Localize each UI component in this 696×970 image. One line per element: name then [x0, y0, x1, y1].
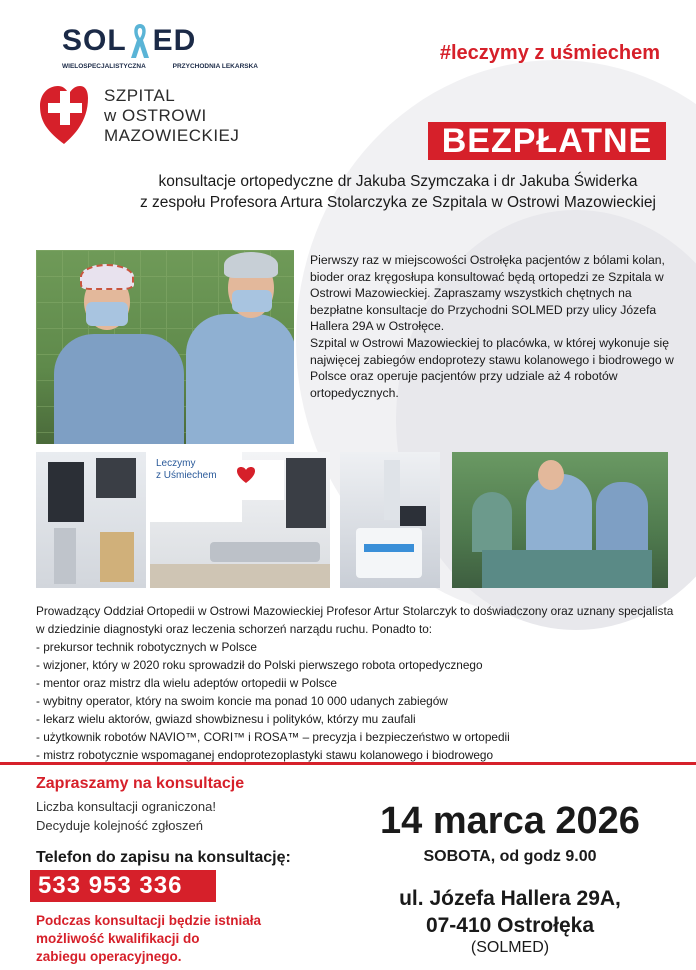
hospital-logo [38, 84, 239, 146]
solmed-logo [62, 22, 262, 70]
hospital-name-line3: MAZOWIECKIEJ [104, 126, 240, 145]
leczymy-sign [150, 452, 242, 522]
robot-monitor-1 [48, 462, 84, 522]
list-item: - użytkownik robotów NAVIO™, CORI™ i ROSA™ – precyzja i bezpieczeństwo w ortopedii [36, 730, 510, 744]
surgeon-left-mask [86, 302, 128, 326]
list-item: - wybitny operator, który na swoim koncie ma ponad 10 000 udanych zabiegów [36, 694, 448, 708]
solmed-wordmark-text-end: ED [152, 24, 197, 57]
hospital-hall-photo [150, 452, 330, 588]
free-badge: BEZPŁATNE [428, 122, 666, 160]
phone-label: Telefon do zapisu na konsultację: [36, 849, 291, 866]
address-venue: (SOLMED) [470, 939, 550, 956]
surgeons-photo [36, 250, 294, 444]
hall-floor [150, 564, 330, 588]
hospital-name-line1: SZPITAL [104, 86, 176, 105]
solmed-tagline [62, 63, 258, 70]
cta-title: Zapraszamy na konsultacje [36, 775, 245, 792]
hospital-name-line2: w OSTROWI [104, 106, 207, 125]
heart-logo-icon [236, 466, 256, 484]
subtitle-line2: z zespołu Profesora Artura Stolarczyka ze Szpitala w Ostrowi Mazowieckiej [139, 194, 656, 211]
assisting-surgeon [596, 482, 648, 552]
list-item: - prekursor technik robotycznych w Polsce [36, 640, 257, 654]
section-divider [0, 762, 696, 765]
robot-photo-2 [340, 452, 440, 588]
nurse [472, 492, 512, 552]
professor-intro: Prowadzący Oddział Ortopedii w Ostrowi Mazowieckiej Profesor Artur Stolarczyk to doświadczony oraz uznany specjalista w dziedzinie diagnostyki oraz leczenia schorzeń narządu ruchu. Ponadto to: [36, 604, 674, 636]
operating-surgeon-head [538, 460, 564, 490]
heart-banner [230, 460, 284, 500]
list-item: - mistrz robotycznie wspomaganej endoprotezoplastyki stawu kolanowego i biodrowego [36, 748, 494, 762]
qualification-line3: zabiegu operacyjnego. [36, 949, 182, 964]
subtitle [120, 171, 676, 213]
subtitle-line1: konsultacje ortopedyczne dr Jakuba Szymczaka i dr Jakuba Świderka [158, 173, 638, 190]
surgeon-left-body [54, 334, 184, 444]
robot-stand [54, 528, 76, 584]
qualification-note [36, 912, 261, 966]
robot-monitor-2 [96, 458, 136, 498]
address-line1: ul. Józefa Hallera 29A, [399, 887, 621, 910]
hall-screen [286, 458, 326, 528]
list-item: - wizjoner, który w 2020 roku sprowadził do Polski pierwszego robota ortopedycznego [36, 658, 483, 672]
intro-text [310, 252, 682, 401]
qualification-line2: możliwość kwalifikacji do [36, 931, 200, 946]
event-day-time: SOBOTA, od godz 9.00 [423, 848, 597, 865]
intro-paragraph-2: Szpital w Ostrowi Mazowieckiej to placówka, w której wykonuje się najwięcej zabiegów endoprotezy stawu kolanowego i biodrowego w Polsce oraz operuje pacjentów przy udziale aż 4 robotów ortopedycznych. [310, 335, 674, 400]
operating-table [210, 542, 320, 562]
solmed-tag-right: PRZYCHODNIA LEKARSKA [172, 63, 258, 70]
surgeon-right-cap [224, 252, 278, 278]
robot-arm [384, 460, 400, 520]
hospital-cross-heart-icon [38, 84, 90, 146]
sign-line2: z Uśmiechem [156, 470, 217, 481]
event-address [350, 885, 670, 939]
sign-line1: Leczymy [156, 458, 196, 469]
hospital-name [104, 86, 239, 146]
intro-paragraph-1: Pierwszy raz w miejscowości Ostrołęka pacjentów z bólami kolan, bioder oraz kręgosłupa konsultować będą ortopedzi ze Szpitala w Ostrowi Mazowieckiej. Zapraszamy wszystkich chętnych na bezpłatne konsultacje do Przychodni SOLMED przy ulicy Józefa Hallera 29A w Ostrołęce. [310, 253, 665, 334]
solmed-wordmark-text: SOL [62, 24, 127, 57]
robot-base [356, 528, 422, 578]
surgical-drape [482, 550, 652, 588]
surgeon-right-mask [232, 290, 272, 312]
robot-base-stripe [364, 544, 414, 552]
address-line2: 07-410 Ostrołęka [425, 914, 595, 937]
hashtag-slogan: #leczymy z uśmiechem [439, 42, 660, 64]
solmed-wordmark [62, 22, 262, 60]
phone-number[interactable]: 533 953 336 [30, 870, 216, 902]
robot-banner [100, 532, 134, 582]
surgeon-left-cap [80, 264, 134, 290]
professor-description [36, 602, 676, 764]
awareness-ribbon-icon [129, 22, 151, 60]
surgeon-right-body [186, 314, 294, 444]
cta-note-line2: Decyduje kolejność zgłoszeń [36, 818, 203, 833]
solmed-tag-left: WIELOSPECJALISTYCZNA [62, 63, 146, 70]
cta-note [36, 797, 216, 835]
list-item: - lekarz wielu aktorów, gwiazd showbiznesu i polityków, którzy mu zaufali [36, 712, 416, 726]
list-item: - mentor oraz mistrz dla wielu adeptów ortopedii w Polsce [36, 676, 337, 690]
surgery-photo [452, 452, 668, 588]
event-date: 14 marca 2026 [380, 800, 640, 842]
cta-note-line1: Liczba konsultacji ograniczona! [36, 799, 216, 814]
robot-photo-1 [36, 452, 146, 588]
robot-screen [400, 506, 426, 526]
qualification-line1: Podczas konsultacji będzie istniała [36, 913, 262, 928]
